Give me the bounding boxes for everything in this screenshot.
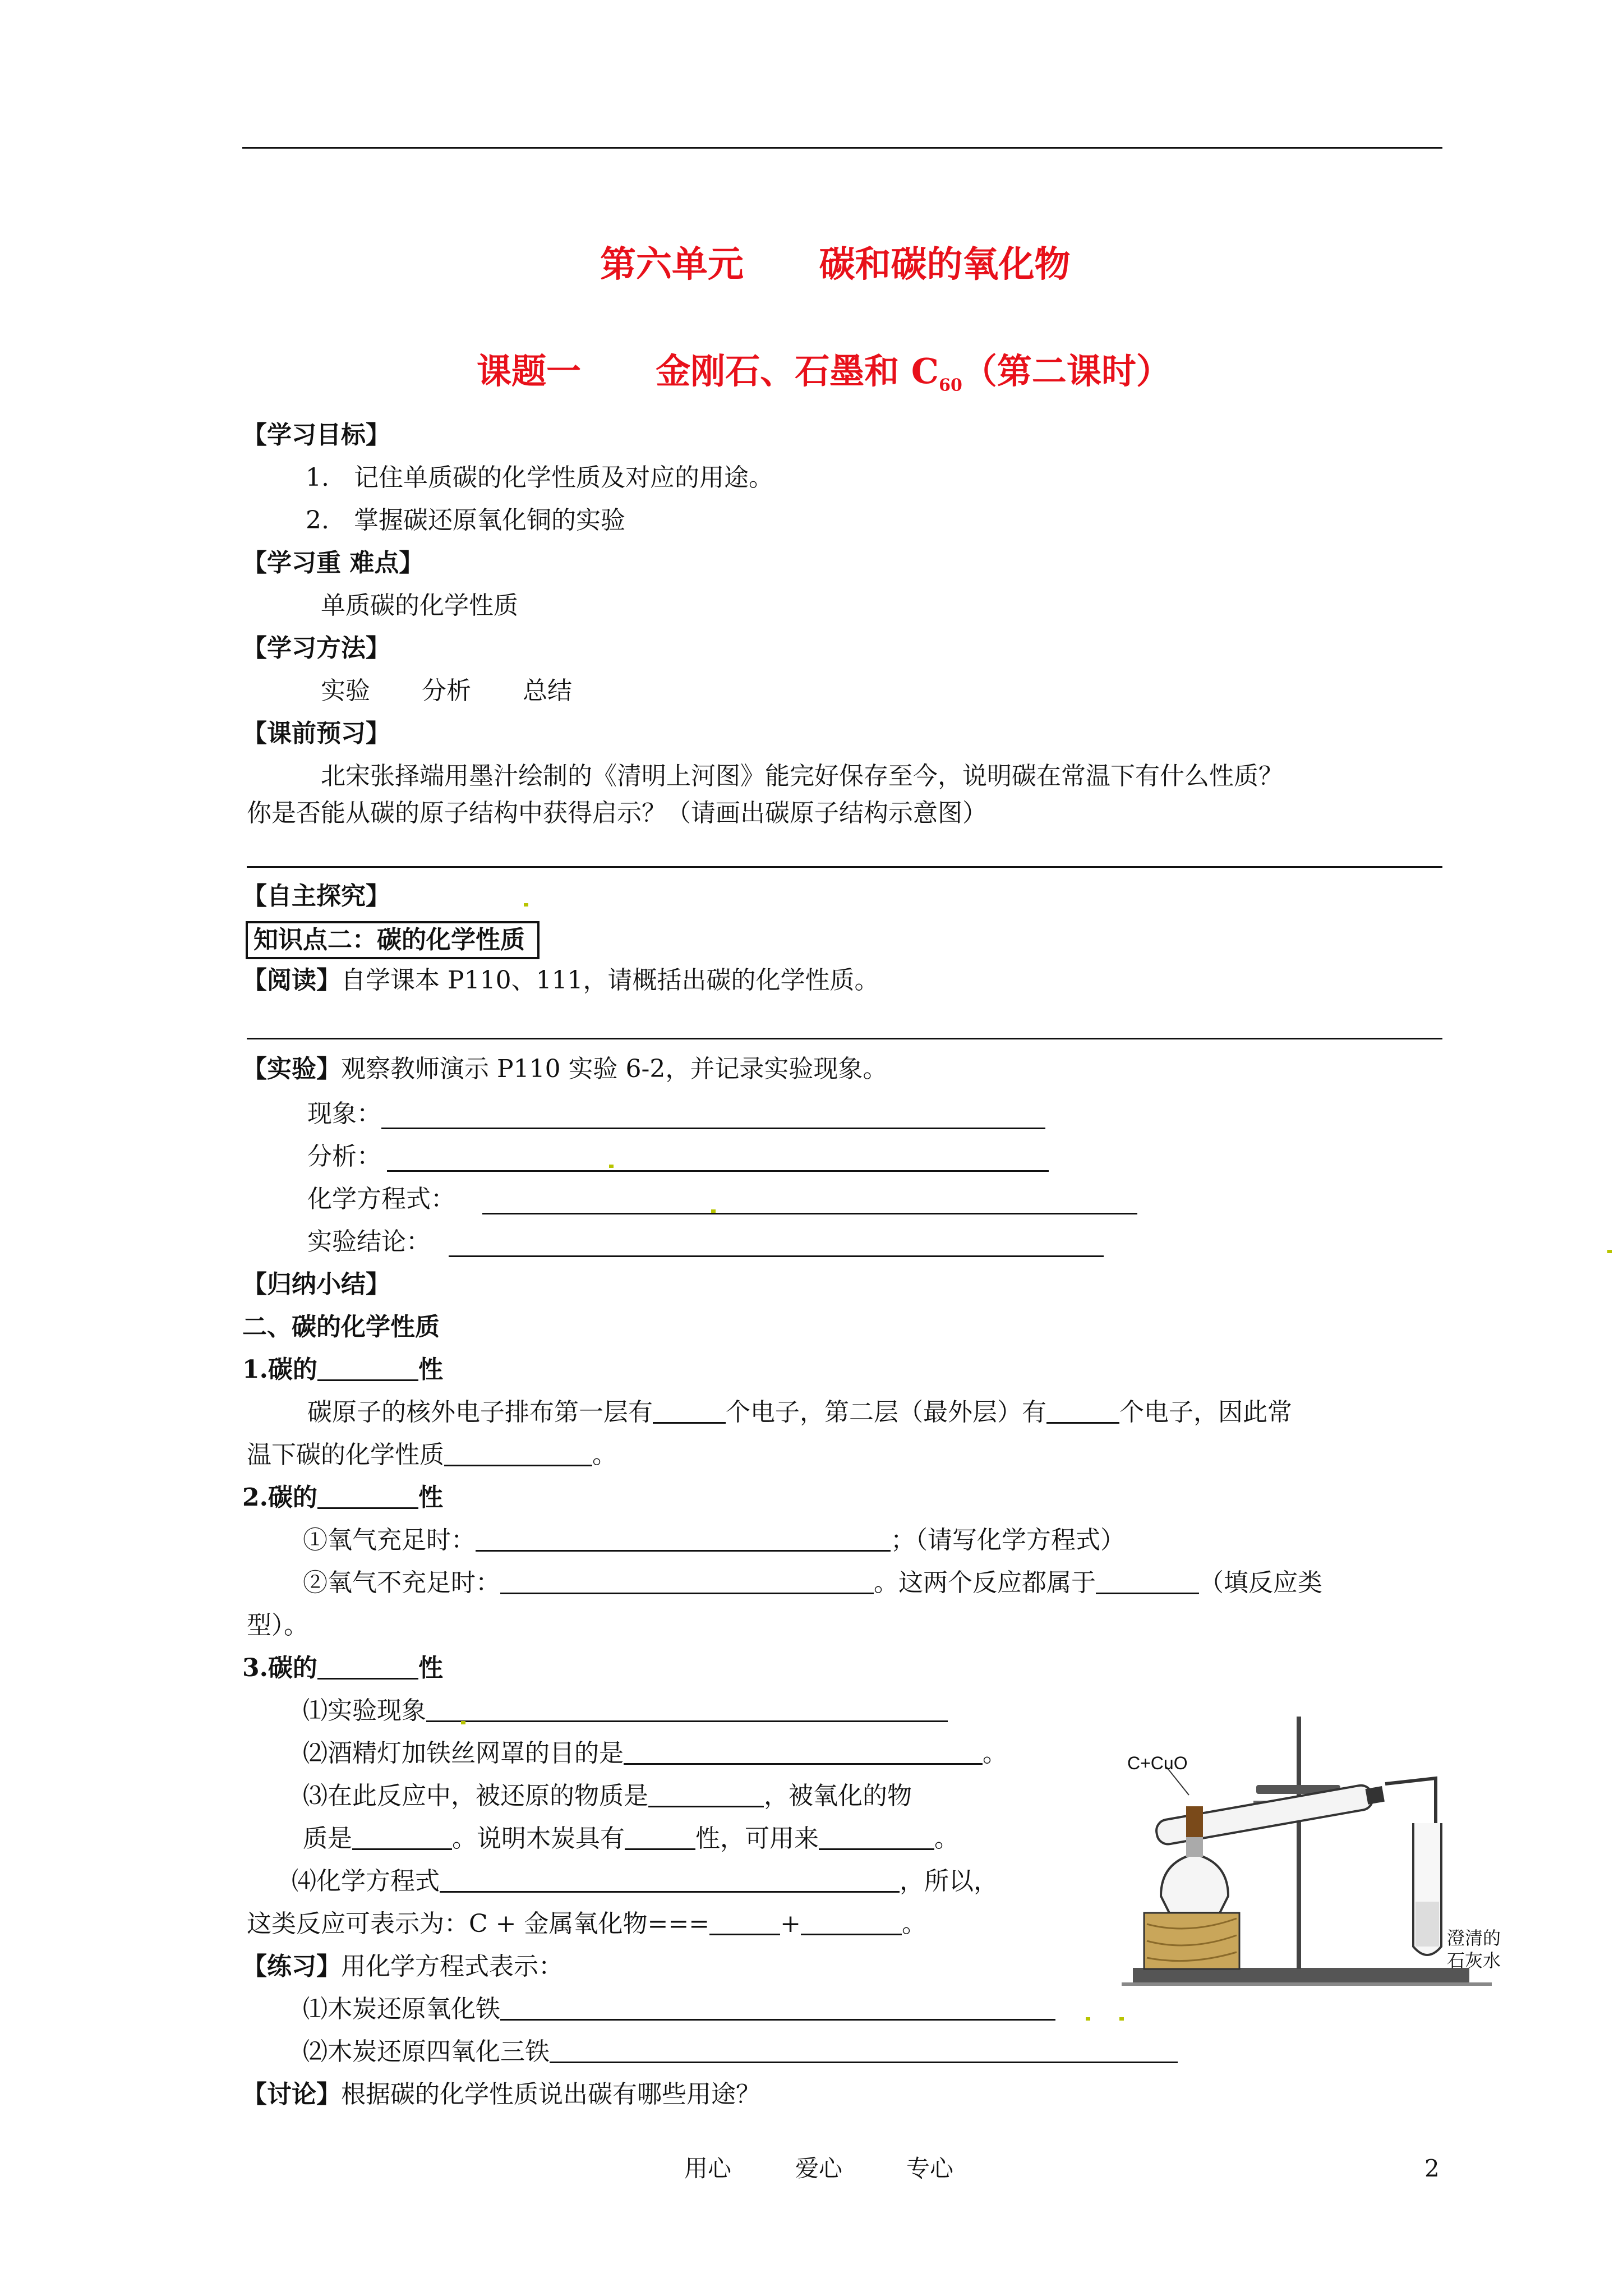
explore-heading: 【自主探究】 xyxy=(242,882,390,910)
point-3-label xyxy=(242,1651,443,1685)
point-2-wrap: 型）。 xyxy=(247,1611,308,1640)
insufficient-oxygen-blank[interactable] xyxy=(500,1568,874,1594)
point-3-label-suffix: 性 xyxy=(418,1654,443,1682)
p3-item-1 xyxy=(303,1694,948,1728)
p3-text: 。 xyxy=(901,1910,926,1938)
point-1-label xyxy=(242,1353,443,1387)
p3-text: 这类反应可表示为：C + 金属氧化物=== xyxy=(247,1910,710,1938)
point-2-line xyxy=(303,1524,1125,1557)
lesson-label: 课题一 xyxy=(477,351,582,392)
point-1-blank[interactable] xyxy=(317,1355,418,1381)
purpose-blank[interactable] xyxy=(624,1738,983,1765)
p3-item-5 xyxy=(247,1907,926,1941)
scan-dot xyxy=(524,903,528,907)
unit-title xyxy=(600,236,1071,287)
conclusion-label: 实验结论： xyxy=(307,1227,431,1256)
product-blank-1[interactable] xyxy=(709,1909,780,1935)
figure-label-reactants: C+CuO xyxy=(1127,1753,1188,1773)
p2-text: ②氧气不充足时： xyxy=(303,1568,500,1597)
phenomenon-blank[interactable] xyxy=(381,1128,1045,1129)
p3-item-3 xyxy=(303,1779,912,1813)
point-1-label-suffix: 性 xyxy=(418,1355,443,1384)
practice-q2 xyxy=(303,2035,1178,2069)
goal-item: 1. 记住单质碳的化学性质及对应的用途。 xyxy=(306,463,773,492)
exp-label: 【实验】 xyxy=(242,1055,341,1083)
p3-item-2 xyxy=(303,1737,1007,1770)
discussion-label: 【讨论】 xyxy=(242,2080,341,2109)
p1-text: 温下碳的化学性质 xyxy=(247,1441,444,1469)
p3-text: 。说明木炭具有 xyxy=(452,1824,625,1853)
point-2-line xyxy=(303,1566,1322,1600)
figure-label-limewater-1: 澄清的 xyxy=(1447,1927,1501,1949)
practice-text: 用化学方程式表示： xyxy=(341,1952,563,1981)
practice-q1-blank[interactable] xyxy=(500,1994,1055,2021)
page-number: 2 xyxy=(1424,2155,1440,2182)
equation-blank-2[interactable] xyxy=(440,1866,900,1893)
answer-line xyxy=(247,866,1442,868)
discussion-row xyxy=(242,2078,760,2111)
point-2-blank[interactable] xyxy=(317,1483,418,1509)
apparatus-figure xyxy=(1122,1711,1501,1997)
p3-text: 性，可用来 xyxy=(695,1824,819,1853)
p3-item-4 xyxy=(292,1865,998,1898)
analysis-label: 分析： xyxy=(307,1142,381,1171)
scan-dot xyxy=(1119,2017,1124,2021)
p2-text: 。这两个反应都属于 xyxy=(874,1568,1096,1597)
point-2-label-text: 2.碳的 xyxy=(242,1483,317,1512)
p3-text: ⑶在此反应中，被还原的物质是 xyxy=(303,1782,648,1810)
goal-item: 2. 掌握碳还原氧化铜的实验 xyxy=(306,506,625,535)
point-2-label xyxy=(242,1481,443,1515)
preview-heading: 【课前预习】 xyxy=(242,719,390,748)
method-item: 总结 xyxy=(523,677,572,705)
exp-text: 观察教师演示 P110 实验 6-2，并记录实验现象。 xyxy=(341,1055,888,1083)
point-2-label-suffix: 性 xyxy=(418,1483,443,1512)
footer-item: 专心 xyxy=(906,2155,954,2182)
property-blank[interactable] xyxy=(625,1824,695,1850)
analysis-blank[interactable] xyxy=(387,1170,1049,1172)
product-blank-2[interactable] xyxy=(801,1909,902,1935)
preview-line: 北宋张择端用墨汁绘制的《清明上河图》能完好保存至今，说明碳在常温下有什么性质？ xyxy=(321,762,1283,790)
outer-layer-blank[interactable] xyxy=(1046,1397,1119,1424)
p3-text: ⑵酒精灯加铁丝网罩的目的是 xyxy=(303,1739,624,1768)
p1-text: 个电子，第二层（最外层）有 xyxy=(726,1398,1046,1427)
scan-dot xyxy=(1086,2017,1090,2021)
practice-q1-text: ⑴木炭还原氧化铁 xyxy=(303,1995,500,2023)
p3-text: 。 xyxy=(934,1824,959,1853)
p2-text: ①氧气充足时： xyxy=(303,1526,476,1554)
section-title: 二、碳的化学性质 xyxy=(242,1313,440,1341)
exp-row xyxy=(242,1052,887,1086)
practice-label: 【练习】 xyxy=(242,1952,341,1981)
p1-text: 碳原子的核外电子排布第一层有 xyxy=(307,1398,653,1427)
first-layer-blank[interactable] xyxy=(653,1397,726,1424)
answer-line xyxy=(247,1038,1442,1039)
p2-text: ；（请写化学方程式） xyxy=(891,1526,1125,1554)
read-label: 【阅读】 xyxy=(242,966,341,995)
p3-item-3b xyxy=(303,1822,959,1856)
practice-q1 xyxy=(303,1993,1055,2026)
lesson-name: 金刚石、石墨和 C xyxy=(656,351,939,392)
equation-blank[interactable] xyxy=(482,1213,1137,1214)
equation-label: 化学方程式： xyxy=(307,1185,455,1213)
scan-dot xyxy=(609,1165,614,1168)
method-item: 分析 xyxy=(422,677,471,705)
phenomenon-label: 现象： xyxy=(307,1099,381,1128)
scan-dot xyxy=(711,1209,716,1213)
reaction-type-blank[interactable] xyxy=(1096,1568,1199,1594)
read-text: 自学课本 P110、111，请概括出碳的化学性质。 xyxy=(341,966,879,995)
point-1-label-text: 1.碳的 xyxy=(242,1355,317,1384)
p2-text: （填反应类 xyxy=(1199,1568,1322,1597)
p3-text: 质是 xyxy=(303,1824,352,1853)
p1-text: 个电子，因此常 xyxy=(1119,1398,1292,1427)
lesson-title xyxy=(477,343,1171,395)
stability-blank[interactable] xyxy=(444,1440,592,1466)
read-row xyxy=(242,964,879,997)
p3-text: ，被氧化的物 xyxy=(764,1782,912,1810)
point-1-line xyxy=(247,1438,617,1472)
goals-heading: 【学习目标】 xyxy=(242,421,390,449)
p1-text: 。 xyxy=(592,1441,617,1469)
knowledge-box: 知识点二：碳的化学性质 xyxy=(246,921,540,959)
scan-dot xyxy=(461,1721,465,1724)
practice-q2-text: ⑵木炭还原四氧化三铁 xyxy=(303,2037,550,2066)
lesson-name-tail: （第二课时） xyxy=(962,351,1171,392)
p3-text: ，所以， xyxy=(900,1867,998,1895)
p3-text: 。 xyxy=(983,1739,1007,1768)
p3-text: + xyxy=(780,1910,801,1938)
footer-item: 爱心 xyxy=(795,2155,843,2182)
point-1-line xyxy=(307,1396,1292,1429)
unit-name: 碳和碳的氧化物 xyxy=(819,243,1071,286)
use-blank[interactable] xyxy=(819,1824,934,1850)
p3-text: ⑴实验现象 xyxy=(303,1696,426,1725)
discussion-text: 根据碳的化学性质说出碳有哪些用途？ xyxy=(341,2080,760,2109)
figure-label-limewater-2: 石灰水 xyxy=(1447,1950,1501,1971)
point-3-blank[interactable] xyxy=(317,1653,418,1680)
footer-item: 用心 xyxy=(684,2155,732,2182)
phenomenon-blank-2[interactable] xyxy=(426,1696,948,1722)
key-points-heading: 【学习重 难点】 xyxy=(242,549,424,577)
practice-row xyxy=(242,1950,563,1984)
p3-text: ⑷化学方程式 xyxy=(292,1867,440,1895)
sufficient-oxygen-blank[interactable] xyxy=(476,1525,891,1552)
reduced-substance-blank[interactable] xyxy=(648,1781,764,1807)
scan-dot xyxy=(1607,1250,1612,1253)
point-3-label-text: 3.碳的 xyxy=(242,1654,317,1682)
preview-line: 你是否能从碳的原子结构中获得启示？（请画出碳原子结构示意图） xyxy=(247,799,987,827)
oxidized-substance-blank[interactable] xyxy=(352,1824,452,1850)
summary-heading: 【归纳小结】 xyxy=(242,1270,390,1299)
lesson-subscript: 60 xyxy=(939,375,962,395)
conclusion-blank[interactable] xyxy=(449,1255,1104,1257)
practice-q2-blank[interactable] xyxy=(550,2037,1178,2063)
unit-label: 第六单元 xyxy=(600,243,744,286)
header-rule xyxy=(242,147,1442,149)
key-points-text: 单质碳的化学性质 xyxy=(321,591,518,620)
method-item: 实验 xyxy=(321,677,370,705)
method-heading: 【学习方法】 xyxy=(242,634,390,662)
